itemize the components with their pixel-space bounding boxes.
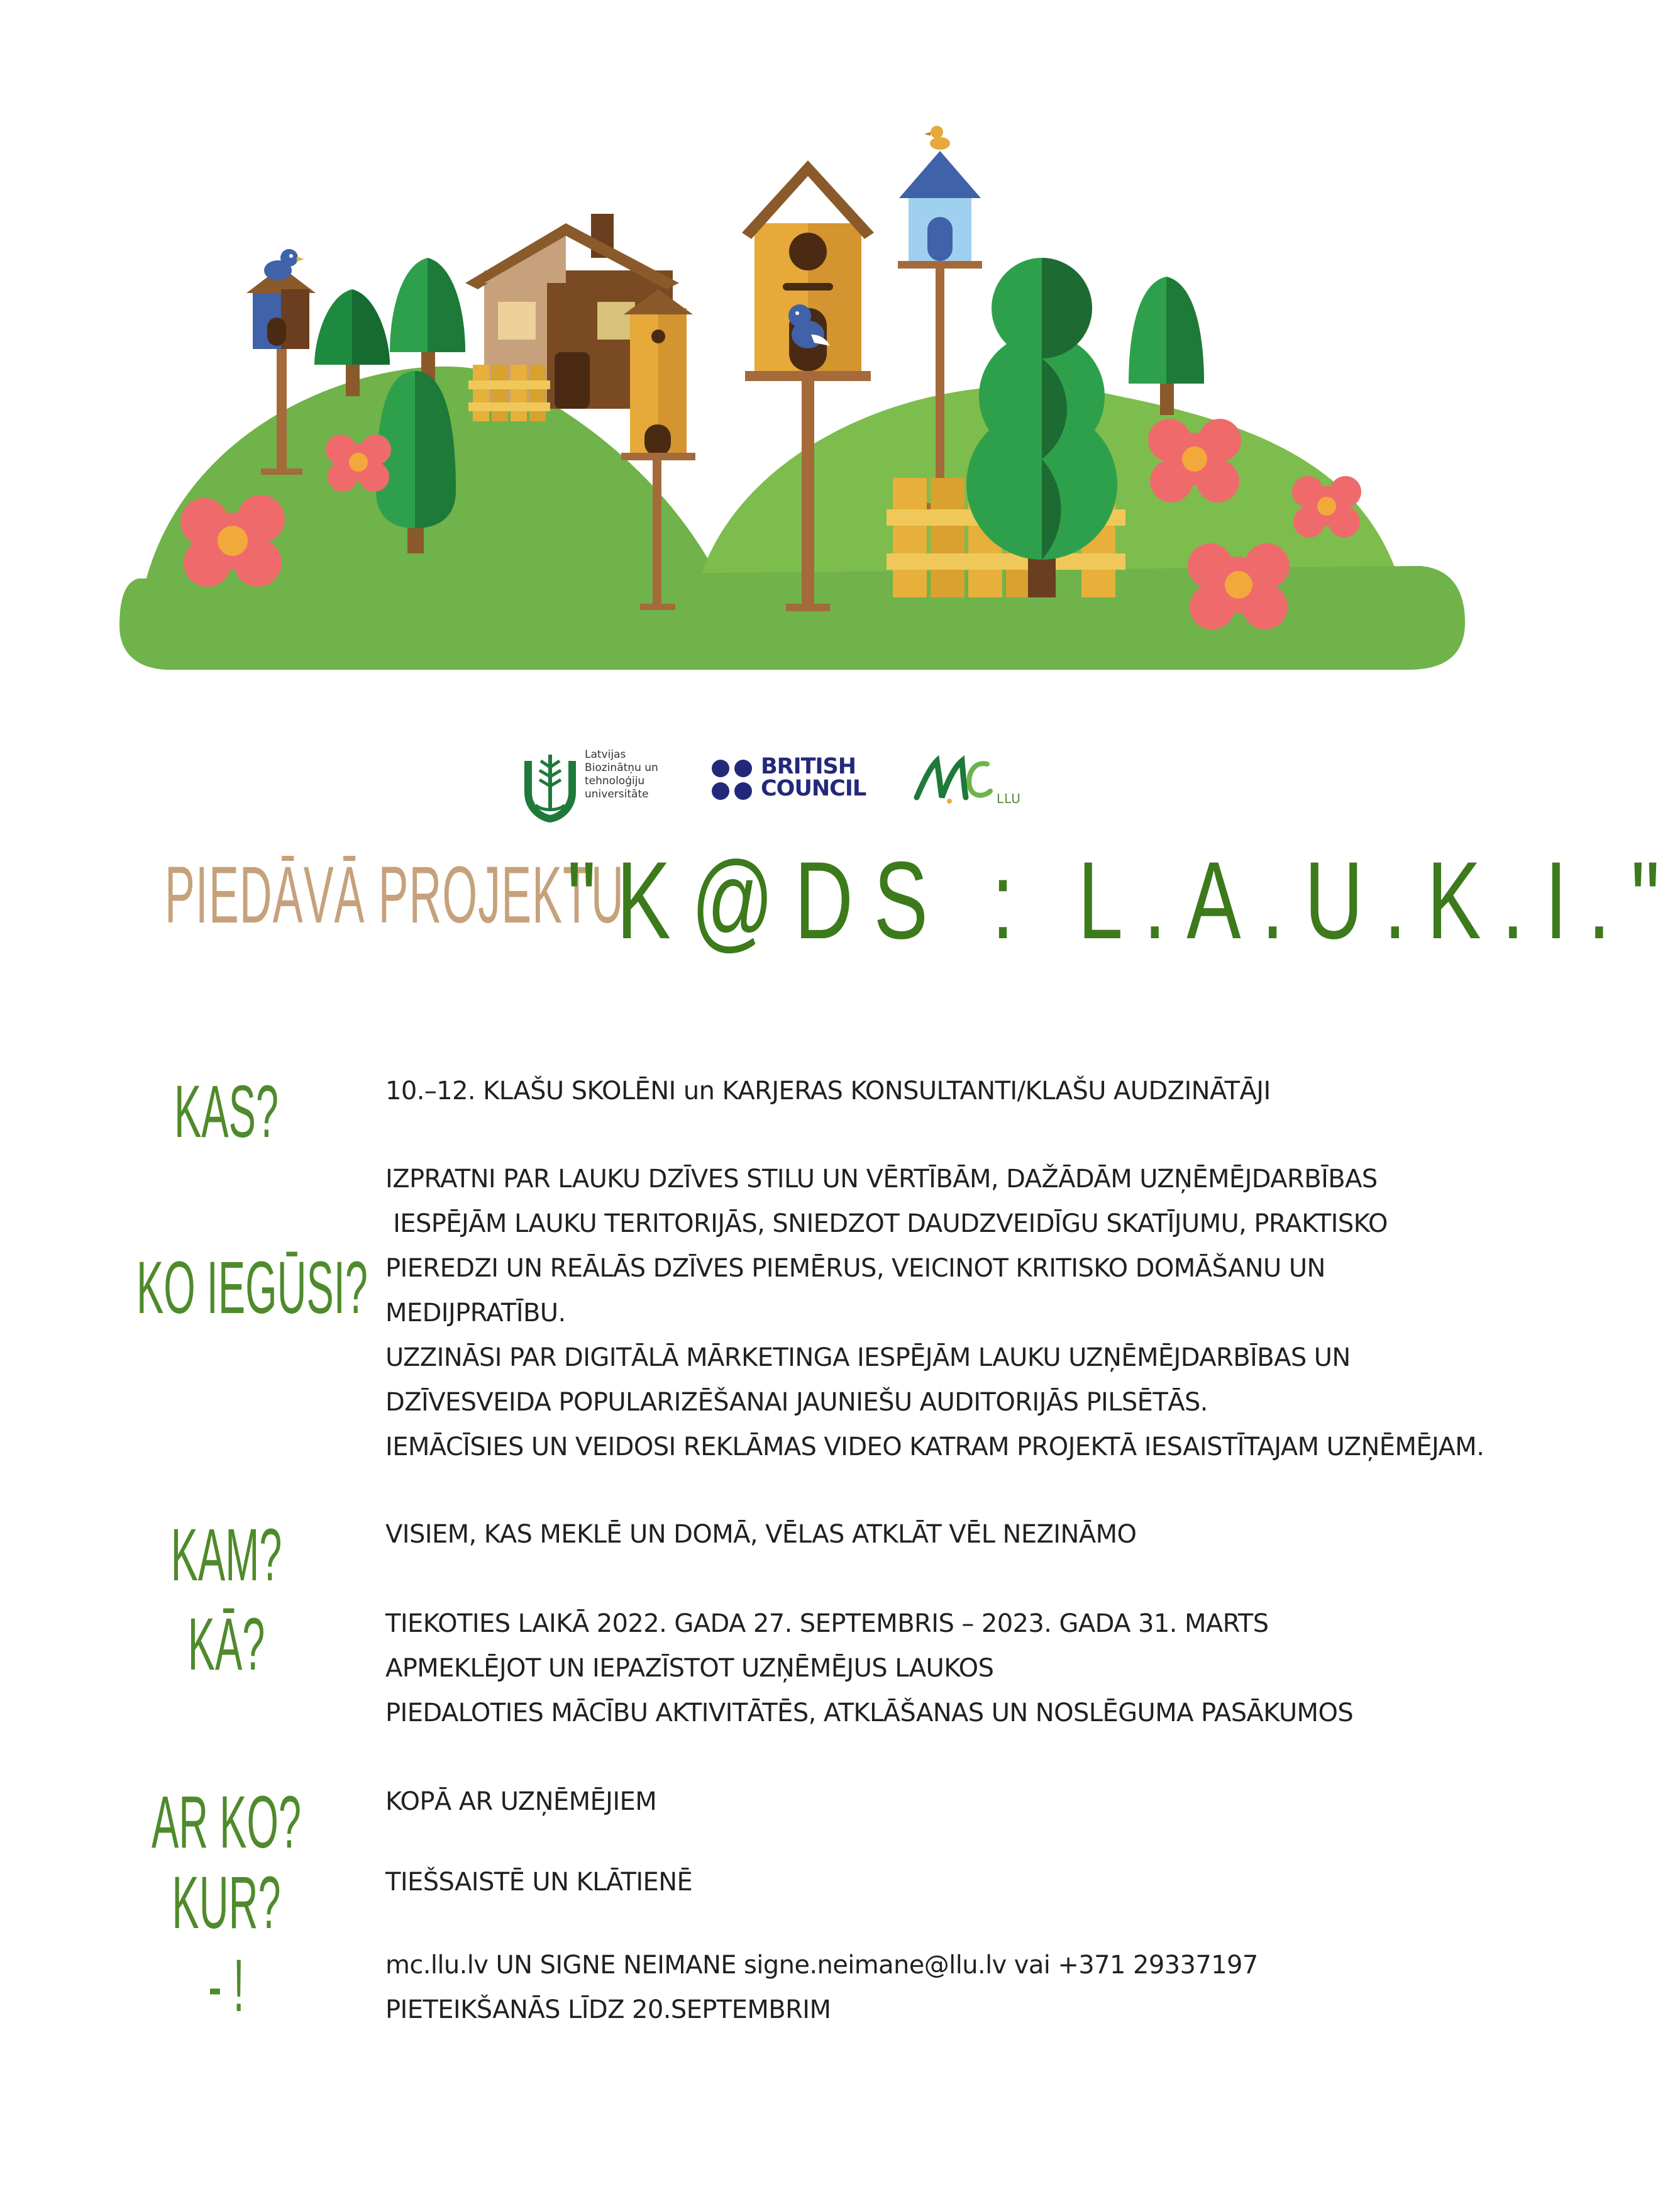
answer-line: IESPĒJĀM LAUKU TERITORIJĀS, SNIEDZOT DAUDZVEIDĪGU SKATĪJUMU, PRAKTISKO xyxy=(385,1209,1388,1238)
answer-line: KOPĀ AR UZŅĒMĒJIEM xyxy=(385,1787,657,1816)
question-label: KO IEGŪSI? xyxy=(136,1246,368,1329)
mc-signature-icon xyxy=(912,742,1000,811)
answer-line: PIEREDZI UN REĀLĀS DZĪVES PIEMĒRUS, VEICINOT KRITISKO DOMĀŠANU UN xyxy=(385,1254,1325,1283)
llu-name-line: Latvijas xyxy=(585,748,626,761)
right-pine-tree xyxy=(1129,277,1204,415)
llu-name-line: Biozinātņu un xyxy=(585,762,658,774)
question-label: - ! xyxy=(208,1944,245,2027)
llu-logo xyxy=(522,748,666,824)
headline-title: "K@DS : L.A.U.K.I." xyxy=(567,840,1680,962)
bc-text-line: BRITISH xyxy=(761,754,856,779)
question-label: KĀ? xyxy=(187,1603,265,1686)
answer-text xyxy=(385,1157,1517,1470)
answer-line: 10.–12. KLAŠU SKOLĒNI un KARJERAS KONSULTANTI/KLAŠU AUDZINĀTĀJI xyxy=(385,1077,1271,1106)
center-pine-tree xyxy=(390,258,465,384)
answer-line: TIEŠSAISTĒ UN KLĀTIENĒ xyxy=(385,1868,693,1897)
llu-name xyxy=(585,748,673,801)
answer-line: APMEKLĒJOT UN IEPAZĪSTOT UZŅĒMĒJUS LAUKOS xyxy=(385,1654,994,1683)
llu-name-line: universitāte xyxy=(585,788,649,801)
answer-line: UZZINĀSI PAR DIGITĀLĀ MĀRKETINGA IESPĒJĀM LAUKU UZŅĒMĒJDARBĪBAS UN xyxy=(385,1343,1351,1372)
british-council-logo xyxy=(710,755,874,805)
answer-line: IZPRATNI PAR LAUKU DZĪVES STILU UN VĒRTĪBĀM, DAŽĀDĀM UZŅĒMĒJDARBĪBAS xyxy=(385,1165,1378,1194)
british-council-text xyxy=(761,756,887,800)
answer-text xyxy=(385,1943,1517,2032)
village-illustration xyxy=(113,101,1471,685)
question-label: KUR? xyxy=(172,1861,281,1944)
bc-text-line: COUNCIL xyxy=(761,776,866,801)
headline-lead: PIEDĀVĀ PROJEKTU xyxy=(165,850,624,940)
headline xyxy=(165,840,1680,987)
answer-text xyxy=(385,1602,1517,1736)
answer-line: PIETEIKŠANĀS LĪDZ 20.SEPTEMBRIM xyxy=(385,1995,831,2024)
answer-text xyxy=(385,1069,1517,1114)
question-label: KAM? xyxy=(170,1514,282,1597)
answer-line: DZĪVESVEIDA POPULARIZĒŠANAI JAUNIEŠU AUDITORIJĀS PILSĒTĀS. xyxy=(385,1388,1208,1417)
answer-text xyxy=(385,1512,1517,1557)
answer-text xyxy=(385,1780,1517,1824)
question-label: KAS? xyxy=(174,1070,279,1153)
mc-llu-suffix: LLU xyxy=(997,791,1021,806)
answer-line: PIEDALOTIES MĀCĪBU AKTIVITĀTĒS, ATKLĀŠANAS UN NOSLĒGUMA PASĀKUMOS xyxy=(385,1699,1354,1727)
british-council-dots-icon xyxy=(710,757,756,802)
answer-line: TIEKOTIES LAIKĀ 2022. GADA 27. SEPTEMBRIS – 2023. GADA 31. MARTS xyxy=(385,1609,1269,1638)
mc-llu-logo xyxy=(912,742,1037,811)
answer-line: MEDIJPRATĪBU. xyxy=(385,1299,566,1327)
answer-line: VISIEM, KAS MEKLĒ UN DOMĀ, VĒLAS ATKLĀT VĒL NEZINĀMO xyxy=(385,1520,1137,1549)
llu-emblem-icon xyxy=(522,748,578,824)
partner-logos xyxy=(0,729,1560,824)
answer-line: IEMĀCĪSIES UN VEIDOSI REKLĀMAS VIDEO KATRAM PROJEKTĀ IESAISTĪTAJAM UZŅĒMĒJAM. xyxy=(385,1433,1484,1461)
answer-text xyxy=(385,1860,1517,1905)
answer-line: mc.llu.lv UN SIGNE NEIMANE signe.neimane@llu.lv vai +371 29337197 xyxy=(385,1951,1258,1980)
question-label: AR KO? xyxy=(151,1781,302,1864)
llu-name-line: tehnoloģiju xyxy=(585,775,645,787)
